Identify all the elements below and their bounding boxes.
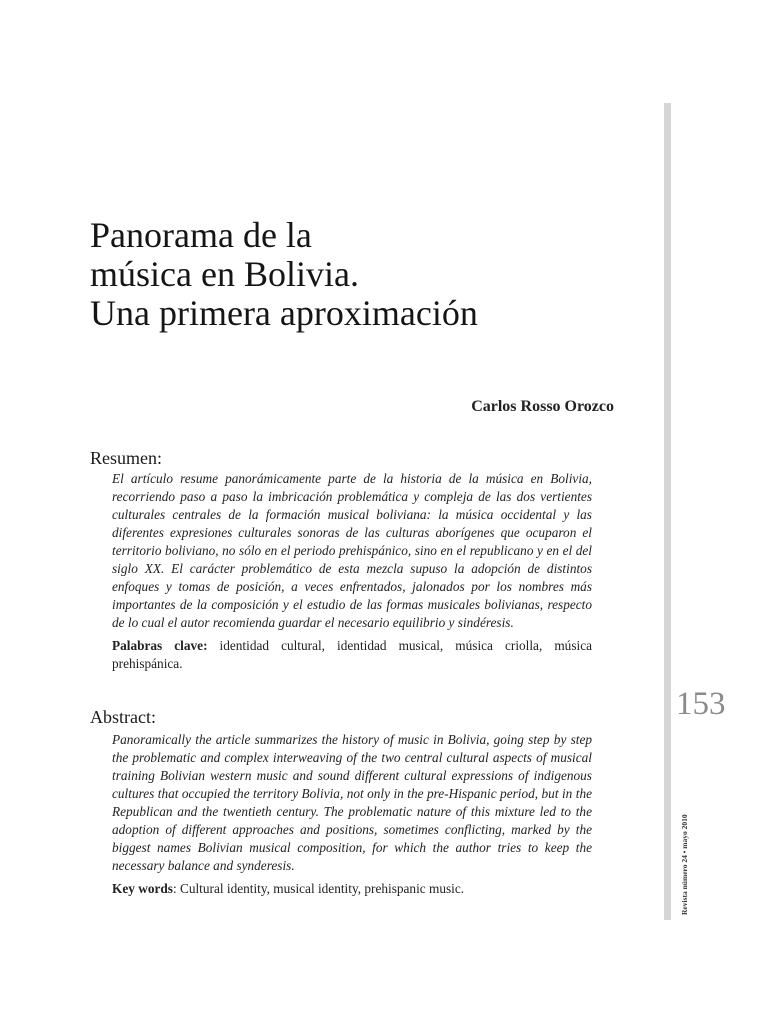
abstract-heading: Abstract: bbox=[90, 707, 156, 727]
author-name: Carlos Rosso Orozco bbox=[471, 398, 614, 415]
resumen-heading: Resumen: bbox=[90, 448, 162, 468]
abstract-text: Panoramically the article summarizes the history of music in Bolivia, going step by step the problematic and complex interweaving of the two central cultural aspects of musical training Bolivian western music and sound different cultural expressions of indigenous cultures that occupied the territory Bolivia, not only in the pre-Hispanic period, but in the Republican and the twentieth century. The problematic nature of this mixture led to the adoption of different approaches and positions, sometimes conflicting, marked by the biggest names Bolivian musical composition, for which the author tries to keep the necessary balance and synderesis. bbox=[112, 732, 592, 873]
title-line-2: música en Bolivia. bbox=[90, 254, 359, 294]
title-line-1: Panorama de la bbox=[90, 215, 312, 255]
keywords-label: Palabras clave: bbox=[112, 638, 208, 653]
resumen-section bbox=[112, 470, 592, 673]
resumen-keywords bbox=[112, 637, 592, 673]
title-line-3: Una primera aproximación bbox=[90, 293, 478, 333]
abstract-keywords bbox=[112, 880, 592, 898]
page-number: 153 bbox=[676, 686, 726, 722]
keywords-list: identidad cultural, identidad musical, música criolla, música prehispánica. bbox=[112, 638, 592, 671]
abstract-section bbox=[112, 731, 592, 898]
journal-caption: Revista número 24 • mayo 2010 bbox=[680, 814, 689, 915]
margin-rule bbox=[664, 103, 671, 920]
keywords-list: : Cultural identity, musical identity, prehispanic music. bbox=[172, 881, 465, 896]
keywords-label: Key words bbox=[112, 881, 173, 896]
resumen-text: El artículo resume panorámicamente parte de la historia de la música en Bolivia, recorriendo paso a paso la imbricación problemática y compleja de las dos vertientes culturales centrales de la formación musical boliviana: la música occidental y las diferentes expresiones culturales sonoras de las culturas aborígenes que ocuparon el territorio boliviano, no sólo en el periodo prehispánico, sino en el republicano y en el del siglo XX. El carácter problemático de esta mezcla supuso la adopción de distintos enfoques y tomas de posición, a veces enfrentados, jalonados por los nombres más importantes de la composición y el estudio de las formas musicales bolivianas, respecto de lo cual el autor recomienda guardar el necesario equilibrio y sindéresis. bbox=[112, 471, 592, 630]
article-title bbox=[90, 216, 650, 333]
